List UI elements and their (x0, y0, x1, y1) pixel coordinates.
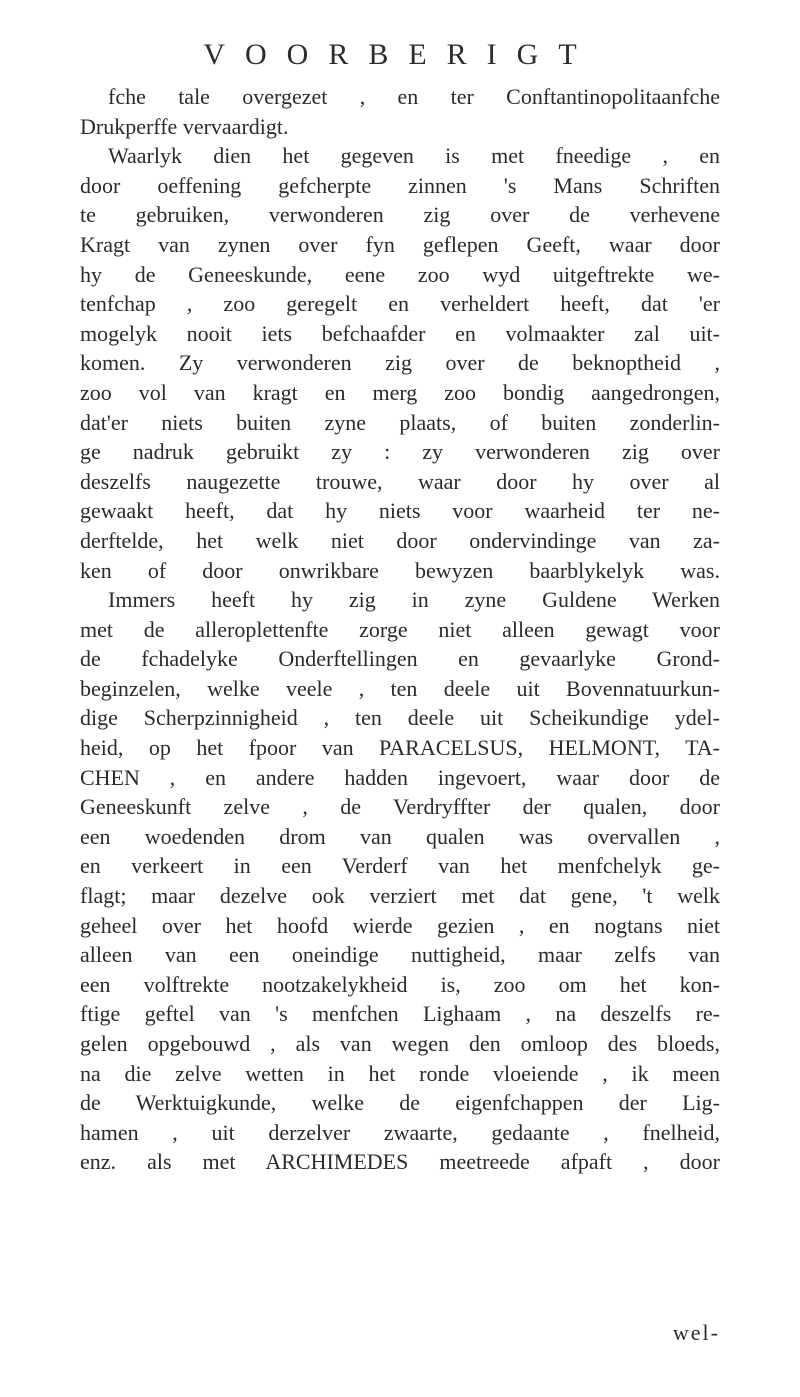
text-line: geheel over het hoofd wierde gezien , en nogtans niet (80, 912, 720, 938)
text-line: zoo vol van kragt en merg zoo bondig aangedrongen, (80, 379, 720, 405)
text-line: Geneeskunft zelve , de Verdryffter der qualen, door (80, 794, 720, 820)
text-line: een woedenden drom van qualen was overvallen , (80, 823, 720, 849)
running-header: VOORBERIGT (203, 38, 597, 71)
text-line: fche tale overgezet , en ter Conftantinopolitaanfche (108, 84, 720, 109)
catchword: wel- (672, 1320, 720, 1345)
text-line: CHEN , en andere hadden ingevoert, waar door de (80, 764, 720, 790)
text-line: ftige geftel van 's menfchen Lighaam , na deszelfs re- (80, 1001, 720, 1027)
text-line: Drukperffe vervaardigt. (80, 113, 289, 139)
text-line: na die zelve wetten in het ronde vloeiende , ik meen (80, 1060, 720, 1086)
text-line: komen. Zy verwonderen zig over de beknoptheid , (80, 350, 720, 376)
text-line: ken of door onwrikbare bewyzen baarblykelyk was. (80, 557, 720, 583)
body-text (80, 82, 720, 1177)
text-line: tenfchap , zoo geregelt en verheldert heeft, dat 'er (80, 291, 720, 317)
text-line: enz. als met ARCHIMEDES meetreede afpaft , door (80, 1149, 720, 1175)
text-line: heid, op het fpoor van PARACELSUS, HELMONT, TA- (80, 735, 720, 761)
text-line: gelen opgebouwd , als van wegen den omloop des bloeds, (80, 1031, 720, 1056)
text-line: mogelyk nooit iets befchaafder en volmaakter zal uit- (80, 320, 720, 346)
text-line: en verkeert in een Verderf van het menfchelyk ge- (80, 853, 720, 879)
text-line: alleen van een oneindige nuttigheid, maar zelfs van (80, 942, 720, 968)
text-line: hamen , uit derzelver zwaarte, gedaante , fnelheid, (80, 1119, 720, 1145)
text-line: te gebruiken, verwonderen zig over de verhevene (80, 202, 720, 228)
text-line: Kragt van zynen over fyn geflepen Geeft, waar door (80, 231, 720, 257)
text-line: hy de Geneeskunde, eene zoo wyd uitgeftrekte we- (80, 261, 720, 287)
text-line: Immers heeft hy zig in zyne Guldene Werken (108, 587, 720, 613)
text-line: derftelde, het welk niet door ondervindinge van za- (80, 527, 720, 553)
text-line: een volftrekte nootzakelykheid is, zoo om het kon- (80, 971, 720, 997)
text-line: door oeffening gefcherpte zinnen 's Mans Schriften (80, 172, 720, 198)
text-line: beginzelen, welke veele , ten deele uit Bovennatuurkun- (80, 675, 720, 701)
text-line: deszelfs naugezette trouwe, waar door hy over al (80, 468, 720, 494)
text-line: de fchadelyke Onderftellingen en gevaarlyke Grond- (80, 646, 720, 672)
text-line: met de alleroplettenfte zorge niet alleen gewagt voor (80, 616, 720, 642)
text-line: Waarlyk dien het gegeven is met fneedige , en (108, 143, 720, 169)
text-line: flagt; maar dezelve ook verziert met dat gene, 't welk (80, 883, 720, 909)
text-line: de Werktuigkunde, welke de eigenfchappen der Lig- (80, 1090, 720, 1116)
text-line: ge nadruk gebruikt zy : zy verwonderen zig over (80, 439, 720, 465)
text-line: dige Scherpzinnigheid , ten deele uit Scheikundige ydel- (80, 705, 720, 731)
text-line: gewaakt heeft, dat hy niets voor waarheid ter ne- (80, 498, 720, 524)
text-line: dat'er niets buiten zyne plaats, of buiten zonderlin- (80, 409, 720, 435)
